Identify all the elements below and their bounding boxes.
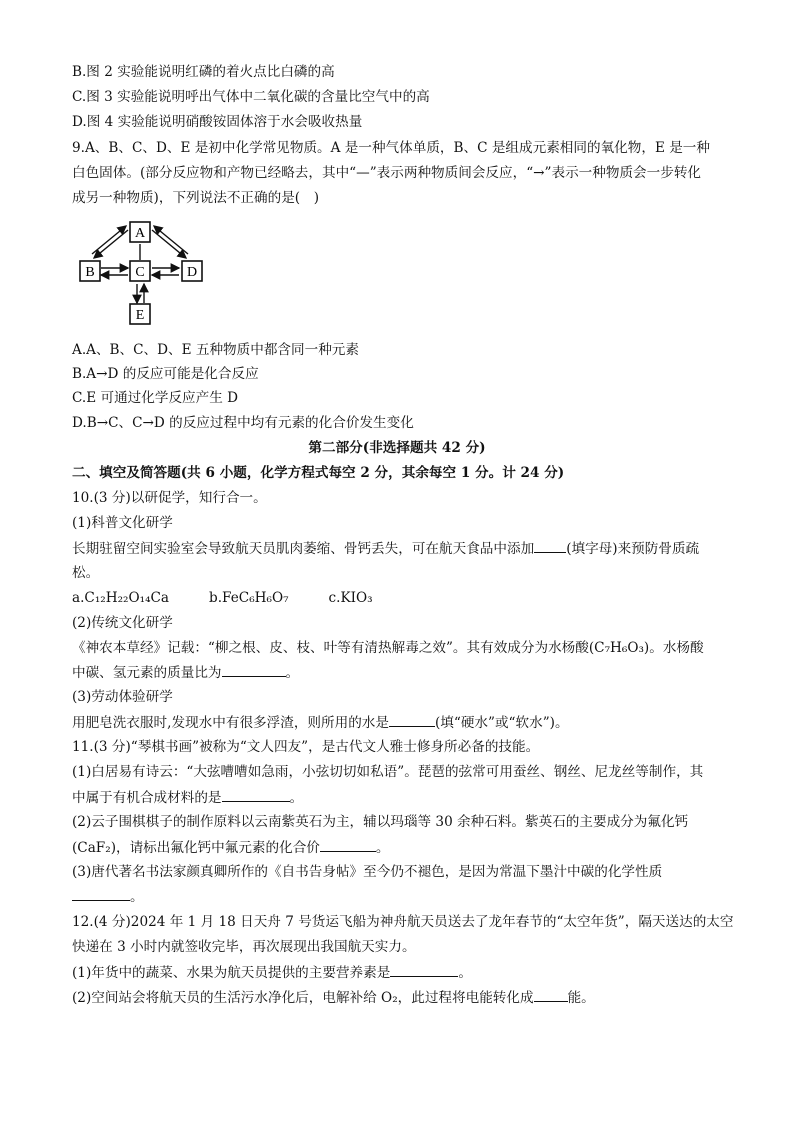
question-10-part-3-text: 用肥皂洗衣服时,发现水中有很多浮渣，则所用的水是 (填“硬水”或“软水”)。 <box>72 712 569 733</box>
answer-blank[interactable] <box>534 538 566 553</box>
question-9-stem-3: 成另一种物质)，下列说法不正确的是( ) <box>72 190 320 206</box>
option-c: c.KIO₃ <box>328 590 373 606</box>
answer-blank[interactable] <box>320 837 376 852</box>
question-9-stem-1: 9.A、B、C、D、E 是初中化学常见物质。A 是一种气体单质，B、C 是组成元素相同的氧化物，E 是一种 <box>72 140 710 156</box>
answer-blank[interactable] <box>389 712 435 727</box>
svg-text:E: E <box>135 308 145 323</box>
question-11-stem: 11.(3 分)“琴棋书画”被称为“文人四友”，是古代文人雅士修身所必备的技能。 <box>72 739 540 755</box>
question-9-stem-2: 白色固体。(部分反应物和产物已经略去，其中“—”表示两种物质间会反应，“→”表示一种物质会一步转化 <box>72 165 702 181</box>
part-two-heading: 第二部分(非选择题共 42 分) <box>308 440 486 456</box>
option-8b: B.图 2 实验能说明红磷的着火点比白磷的高 <box>72 64 335 80</box>
option-8d: D.图 4 实验能说明硝酸铵固体溶于水会吸收热量 <box>72 114 363 130</box>
question-11-part-3-text: (3)唐代著名书法家颜真卿所作的《自书告身帖》至今仍不褪色，是因为常温下墨汁中碳的化学性质 <box>72 864 663 880</box>
question-11-part-1-text-2: 中属于有机合成材料的是 。 <box>72 787 303 808</box>
answer-blank[interactable] <box>534 987 568 1002</box>
question-10-part-2-text-2: 中碳、氢元素的质量比为 。 <box>72 662 299 683</box>
section-two-heading: 二、填空及简答题(共 6 小题，化学方程式每空 2 分，其余每空 1 分。计 24 分) <box>72 465 565 481</box>
option-9c: C.E 可通过化学反应产生 D <box>72 390 239 406</box>
question-10-part-3-title: (3)劳动体验研学 <box>72 689 173 705</box>
node-c <box>130 261 150 281</box>
svg-text:A: A <box>134 226 146 241</box>
question-11-part-1-text: (1)白居易有诗云：“大弦嘈嘈如急雨，小弦切切如私语”。琵琶的弦常可用蚕丝、钢丝、尼龙丝等制作，其 <box>72 764 704 780</box>
question-10-part-1-text: 长期驻留空间实验室会导致航天员肌肉萎缩、骨钙丢失，可在航天食品中添加 (填字母)来预防骨质疏 <box>72 538 699 559</box>
question-10-stem: 10.(3 分)以研促学，知行合一。 <box>72 490 267 506</box>
answer-blank[interactable] <box>390 962 458 977</box>
option-9d: D.B→C、C→D 的反应过程中均有元素的化合价发生变化 <box>72 415 414 431</box>
question-12-part-2-text: (2)空间站会将航天员的生活污水净化后，电解补给 O₂，此过程将电能转化成 能。 <box>72 987 595 1008</box>
option-a: a.C₁₂H₂₂O₁₄Ca <box>72 590 170 606</box>
question-11-part-3-text-2: 。 <box>72 886 144 907</box>
question-12-part-1-text: (1)年货中的蔬菜、水果为航天员提供的主要营养素是 。 <box>72 962 472 983</box>
answer-blank[interactable] <box>72 886 130 901</box>
question-12-stem-1: 12.(4 分)2024 年 1 月 18 日天舟 7 号货运飞船为神舟航天员送去了龙年春节的“太空年货”，隔天送达的太空 <box>72 914 734 930</box>
question-12-stem-2: 快递在 3 小时内就签收完毕，再次展现出我国航天实力。 <box>72 939 416 955</box>
answer-blank[interactable] <box>222 662 286 677</box>
question-10-part-2-text: 《神农本草经》记载：“柳之根、皮、枝、叶等有清热解毒之效”。其有效成分为水杨酸(C₇H₆O₃)。水杨酸 <box>72 640 704 656</box>
reaction-diagram-svg <box>72 218 212 330</box>
node-d <box>182 261 202 281</box>
question-11-part-2-text-2: (CaF₂)，请标出氟化钙中氟元素的化合价 。 <box>72 837 390 858</box>
option-9b: B.A→D 的反应可能是化合反应 <box>72 366 259 382</box>
question-11-part-2-text: (2)云子围棋棋子的制作原料以云南紫英石为主，辅以玛瑙等 30 余种石料。紫英石的主要成分为氟化钙 <box>72 814 689 830</box>
reaction-diagram <box>72 218 212 330</box>
question-10-options <box>72 588 373 608</box>
question-10-part-1-text-end: 松。 <box>72 565 100 581</box>
node-e <box>130 304 150 324</box>
answer-blank[interactable] <box>222 787 290 802</box>
option-b: b.FeC₆H₆O₇ <box>209 590 289 606</box>
svg-text:D: D <box>186 265 198 280</box>
node-b <box>80 261 100 281</box>
question-10-part-2-title: (2)传统文化研学 <box>72 615 173 631</box>
node-a <box>130 222 150 242</box>
svg-text:C: C <box>135 265 145 280</box>
option-9a: A.A、B、C、D、E 五种物质中都含同一种元素 <box>72 342 359 358</box>
option-8c: C.图 3 实验能说明呼出气体中二氧化碳的含量比空气中的高 <box>72 89 430 105</box>
svg-text:B: B <box>85 265 95 280</box>
question-10-part-1-title: (1)科普文化研学 <box>72 515 173 531</box>
